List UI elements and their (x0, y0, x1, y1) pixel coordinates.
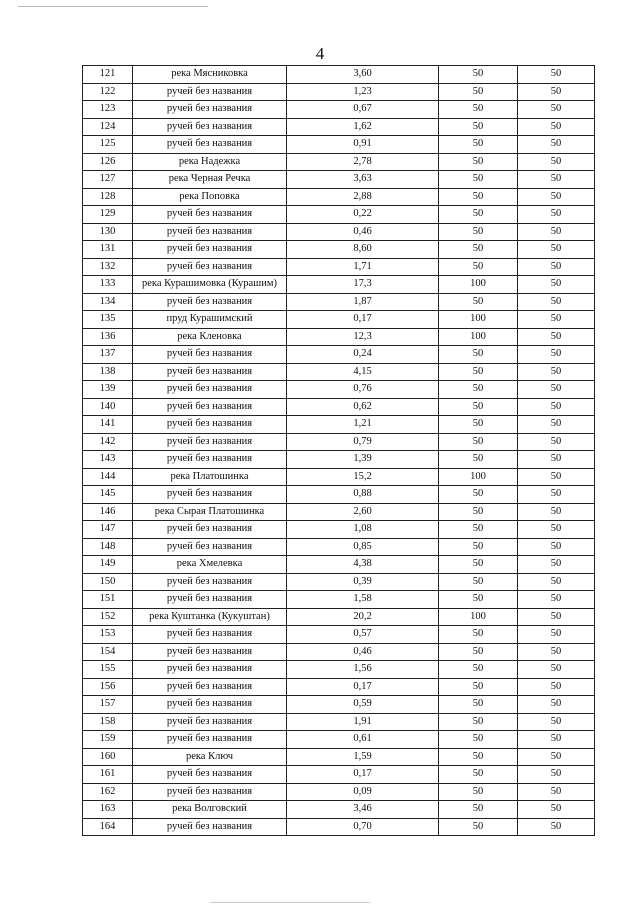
length-cell: 4,15 (287, 363, 439, 381)
zone-b-cell: 50 (518, 66, 595, 84)
length-cell: 0,24 (287, 346, 439, 364)
table-row (83, 556, 595, 574)
row-number-cell: 162 (83, 783, 133, 801)
zone-a-cell: 50 (439, 503, 518, 521)
zone-a-cell: 100 (439, 276, 518, 294)
water-body-name-cell: ручей без названия (133, 223, 287, 241)
table-row (83, 468, 595, 486)
zone-a-cell: 50 (439, 731, 518, 749)
length-cell: 4,38 (287, 556, 439, 574)
water-body-name-cell: река Волговский (133, 801, 287, 819)
zone-a-cell: 50 (439, 153, 518, 171)
row-number-cell: 123 (83, 101, 133, 119)
zone-a-cell: 50 (439, 766, 518, 784)
zone-a-cell: 50 (439, 801, 518, 819)
zone-a-cell: 50 (439, 538, 518, 556)
zone-a-cell: 50 (439, 678, 518, 696)
water-body-name-cell: река Куштанка (Кукуштан) (133, 608, 287, 626)
zone-a-cell: 50 (439, 258, 518, 276)
length-cell: 0,79 (287, 433, 439, 451)
row-number-cell: 128 (83, 188, 133, 206)
water-body-name-cell: ручей без названия (133, 766, 287, 784)
table-row (83, 153, 595, 171)
table-row (83, 363, 595, 381)
length-cell: 8,60 (287, 241, 439, 259)
zone-b-cell: 50 (518, 346, 595, 364)
zone-b-cell: 50 (518, 678, 595, 696)
row-number-cell: 155 (83, 661, 133, 679)
length-cell: 1,87 (287, 293, 439, 311)
table-row (83, 643, 595, 661)
length-cell: 0,46 (287, 223, 439, 241)
table-row (83, 783, 595, 801)
water-body-name-cell: река Надежка (133, 153, 287, 171)
table-row (83, 433, 595, 451)
zone-a-cell: 50 (439, 188, 518, 206)
row-number-cell: 147 (83, 521, 133, 539)
row-number-cell: 152 (83, 608, 133, 626)
row-number-cell: 121 (83, 66, 133, 84)
length-cell: 0,91 (287, 136, 439, 154)
length-cell: 0,59 (287, 696, 439, 714)
zone-b-cell: 50 (518, 118, 595, 136)
table-row (83, 661, 595, 679)
row-number-cell: 142 (83, 433, 133, 451)
row-number-cell: 148 (83, 538, 133, 556)
length-cell: 1,71 (287, 258, 439, 276)
zone-a-cell: 50 (439, 171, 518, 189)
table-row (83, 678, 595, 696)
row-number-cell: 163 (83, 801, 133, 819)
zone-a-cell: 50 (439, 696, 518, 714)
row-number-cell: 139 (83, 381, 133, 399)
table-row (83, 311, 595, 329)
length-cell: 1,59 (287, 748, 439, 766)
row-number-cell: 140 (83, 398, 133, 416)
length-cell: 0,62 (287, 398, 439, 416)
length-cell: 0,67 (287, 101, 439, 119)
zone-b-cell: 50 (518, 783, 595, 801)
water-body-name-cell: река Платошинка (133, 468, 287, 486)
zone-b-cell: 50 (518, 713, 595, 731)
water-body-name-cell: река Кленовка (133, 328, 287, 346)
zone-b-cell: 50 (518, 241, 595, 259)
table-row (83, 538, 595, 556)
zone-b-cell: 50 (518, 661, 595, 679)
table-row (83, 696, 595, 714)
row-number-cell: 134 (83, 293, 133, 311)
row-number-cell: 159 (83, 731, 133, 749)
row-number-cell: 153 (83, 626, 133, 644)
water-body-name-cell: река Поповка (133, 188, 287, 206)
zone-b-cell: 50 (518, 591, 595, 609)
zone-a-cell: 50 (439, 713, 518, 731)
row-number-cell: 122 (83, 83, 133, 101)
water-body-name-cell: ручей без названия (133, 696, 287, 714)
zone-b-cell: 50 (518, 101, 595, 119)
zone-a-cell: 50 (439, 591, 518, 609)
row-number-cell: 138 (83, 363, 133, 381)
row-number-cell: 149 (83, 556, 133, 574)
water-body-name-cell: ручей без названия (133, 591, 287, 609)
length-cell: 17,3 (287, 276, 439, 294)
table-row (83, 766, 595, 784)
zone-b-cell: 50 (518, 573, 595, 591)
water-body-name-cell: ручей без названия (133, 346, 287, 364)
length-cell: 0,17 (287, 311, 439, 329)
zone-b-cell: 50 (518, 643, 595, 661)
zone-a-cell: 50 (439, 223, 518, 241)
length-cell: 2,78 (287, 153, 439, 171)
water-body-name-cell: река Мясниковка (133, 66, 287, 84)
row-number-cell: 130 (83, 223, 133, 241)
row-number-cell: 143 (83, 451, 133, 469)
water-body-name-cell: ручей без названия (133, 363, 287, 381)
table-row (83, 521, 595, 539)
zone-b-cell: 50 (518, 451, 595, 469)
water-body-name-cell: ручей без названия (133, 206, 287, 224)
water-body-name-cell: ручей без названия (133, 451, 287, 469)
table-row (83, 188, 595, 206)
water-body-name-cell: ручей без названия (133, 486, 287, 504)
length-cell: 1,08 (287, 521, 439, 539)
water-body-name-cell: пруд Курашимский (133, 311, 287, 329)
table-row (83, 416, 595, 434)
length-cell: 20,2 (287, 608, 439, 626)
length-cell: 12,3 (287, 328, 439, 346)
zone-b-cell: 50 (518, 696, 595, 714)
row-number-cell: 158 (83, 713, 133, 731)
water-body-name-cell: ручей без названия (133, 136, 287, 154)
zone-a-cell: 50 (439, 486, 518, 504)
zone-a-cell: 100 (439, 328, 518, 346)
zone-a-cell: 50 (439, 118, 518, 136)
row-number-cell: 129 (83, 206, 133, 224)
row-number-cell: 135 (83, 311, 133, 329)
zone-b-cell: 50 (518, 136, 595, 154)
length-cell: 0,61 (287, 731, 439, 749)
zone-a-cell: 50 (439, 573, 518, 591)
zone-a-cell: 50 (439, 626, 518, 644)
length-cell: 1,58 (287, 591, 439, 609)
length-cell: 0,17 (287, 678, 439, 696)
table-row (83, 258, 595, 276)
length-cell: 1,56 (287, 661, 439, 679)
row-number-cell: 137 (83, 346, 133, 364)
table-row (83, 346, 595, 364)
row-number-cell: 141 (83, 416, 133, 434)
water-body-name-cell: ручей без названия (133, 241, 287, 259)
row-number-cell: 161 (83, 766, 133, 784)
row-number-cell: 132 (83, 258, 133, 276)
zone-b-cell: 50 (518, 486, 595, 504)
table-row (83, 398, 595, 416)
zone-a-cell: 50 (439, 643, 518, 661)
water-body-name-cell: ручей без названия (133, 258, 287, 276)
water-body-name-cell: ручей без названия (133, 101, 287, 119)
zone-a-cell: 50 (439, 293, 518, 311)
table-row (83, 206, 595, 224)
water-body-name-cell: река Черная Речка (133, 171, 287, 189)
row-number-cell: 131 (83, 241, 133, 259)
zone-a-cell: 50 (439, 363, 518, 381)
table-row (83, 801, 595, 819)
zone-a-cell: 50 (439, 83, 518, 101)
water-body-name-cell: ручей без названия (133, 713, 287, 731)
zone-a-cell: 50 (439, 241, 518, 259)
zone-b-cell: 50 (518, 608, 595, 626)
length-cell: 0,57 (287, 626, 439, 644)
table-row (83, 818, 595, 836)
zone-a-cell: 50 (439, 556, 518, 574)
row-number-cell: 126 (83, 153, 133, 171)
table-row (83, 171, 595, 189)
zone-b-cell: 50 (518, 818, 595, 836)
table-row (83, 66, 595, 84)
zone-a-cell: 100 (439, 311, 518, 329)
table-row (83, 591, 595, 609)
table-row (83, 731, 595, 749)
zone-a-cell: 50 (439, 451, 518, 469)
zone-a-cell: 50 (439, 66, 518, 84)
water-body-name-cell: ручей без названия (133, 573, 287, 591)
row-number-cell: 156 (83, 678, 133, 696)
zone-b-cell: 50 (518, 188, 595, 206)
row-number-cell: 125 (83, 136, 133, 154)
table-row (83, 118, 595, 136)
zone-a-cell: 50 (439, 783, 518, 801)
length-cell: 0,70 (287, 818, 439, 836)
length-cell: 2,60 (287, 503, 439, 521)
water-body-name-cell: ручей без названия (133, 731, 287, 749)
water-body-name-cell: ручей без названия (133, 661, 287, 679)
row-number-cell: 146 (83, 503, 133, 521)
row-number-cell: 151 (83, 591, 133, 609)
table-row (83, 608, 595, 626)
water-body-name-cell: ручей без названия (133, 783, 287, 801)
water-body-name-cell: ручей без названия (133, 538, 287, 556)
zone-b-cell: 50 (518, 381, 595, 399)
scan-bottom-rule (210, 902, 370, 903)
zone-a-cell: 50 (439, 206, 518, 224)
zone-a-cell: 100 (439, 608, 518, 626)
table-row (83, 626, 595, 644)
zone-b-cell: 50 (518, 766, 595, 784)
length-cell: 1,62 (287, 118, 439, 136)
zone-a-cell: 50 (439, 416, 518, 434)
zone-b-cell: 50 (518, 83, 595, 101)
scan-top-rule (18, 6, 208, 7)
table-row (83, 241, 595, 259)
zone-b-cell: 50 (518, 363, 595, 381)
water-bodies-table (82, 65, 595, 836)
water-body-name-cell: ручей без названия (133, 643, 287, 661)
table-row (83, 101, 595, 119)
table-row (83, 276, 595, 294)
zone-b-cell: 50 (518, 311, 595, 329)
row-number-cell: 164 (83, 818, 133, 836)
zone-b-cell: 50 (518, 626, 595, 644)
table-body (83, 66, 595, 836)
zone-a-cell: 50 (439, 381, 518, 399)
table-row (83, 328, 595, 346)
table-row (83, 573, 595, 591)
table-row (83, 486, 595, 504)
water-body-name-cell: ручей без названия (133, 433, 287, 451)
length-cell: 1,21 (287, 416, 439, 434)
length-cell: 0,46 (287, 643, 439, 661)
water-body-name-cell: река Сырая Платошинка (133, 503, 287, 521)
water-body-name-cell: ручей без названия (133, 398, 287, 416)
zone-a-cell: 50 (439, 398, 518, 416)
water-body-name-cell: ручей без названия (133, 521, 287, 539)
length-cell: 0,39 (287, 573, 439, 591)
row-number-cell: 160 (83, 748, 133, 766)
zone-b-cell: 50 (518, 398, 595, 416)
zone-a-cell: 100 (439, 468, 518, 486)
length-cell: 2,88 (287, 188, 439, 206)
row-number-cell: 145 (83, 486, 133, 504)
row-number-cell: 133 (83, 276, 133, 294)
row-number-cell: 150 (83, 573, 133, 591)
zone-a-cell: 50 (439, 101, 518, 119)
length-cell: 1,23 (287, 83, 439, 101)
zone-b-cell: 50 (518, 258, 595, 276)
table-row (83, 381, 595, 399)
length-cell: 1,91 (287, 713, 439, 731)
water-body-name-cell: река Курашимовка (Курашим) (133, 276, 287, 294)
water-body-name-cell: ручей без названия (133, 678, 287, 696)
length-cell: 15,2 (287, 468, 439, 486)
zone-a-cell: 50 (439, 818, 518, 836)
zone-b-cell: 50 (518, 556, 595, 574)
row-number-cell: 157 (83, 696, 133, 714)
table-row (83, 136, 595, 154)
zone-a-cell: 50 (439, 346, 518, 364)
length-cell: 0,22 (287, 206, 439, 224)
zone-b-cell: 50 (518, 748, 595, 766)
water-body-name-cell: ручей без названия (133, 118, 287, 136)
length-cell: 1,39 (287, 451, 439, 469)
water-body-name-cell: ручей без названия (133, 626, 287, 644)
zone-a-cell: 50 (439, 748, 518, 766)
table-row (83, 83, 595, 101)
page-number: 4 (315, 44, 325, 63)
water-body-name-cell: река Ключ (133, 748, 287, 766)
zone-b-cell: 50 (518, 521, 595, 539)
table-row (83, 223, 595, 241)
water-body-name-cell: ручей без названия (133, 381, 287, 399)
table-row (83, 293, 595, 311)
length-cell: 3,63 (287, 171, 439, 189)
zone-b-cell: 50 (518, 293, 595, 311)
zone-a-cell: 50 (439, 661, 518, 679)
length-cell: 0,09 (287, 783, 439, 801)
water-body-name-cell: ручей без названия (133, 416, 287, 434)
row-number-cell: 144 (83, 468, 133, 486)
zone-b-cell: 50 (518, 538, 595, 556)
table-row (83, 748, 595, 766)
length-cell: 3,46 (287, 801, 439, 819)
water-body-name-cell: ручей без названия (133, 818, 287, 836)
row-number-cell: 154 (83, 643, 133, 661)
row-number-cell: 124 (83, 118, 133, 136)
zone-b-cell: 50 (518, 328, 595, 346)
table-row (83, 451, 595, 469)
water-body-name-cell: ручей без названия (133, 293, 287, 311)
length-cell: 0,76 (287, 381, 439, 399)
length-cell: 3,60 (287, 66, 439, 84)
water-body-name-cell: река Хмелевка (133, 556, 287, 574)
zone-b-cell: 50 (518, 731, 595, 749)
zone-b-cell: 50 (518, 223, 595, 241)
zone-b-cell: 50 (518, 171, 595, 189)
length-cell: 0,85 (287, 538, 439, 556)
zone-a-cell: 50 (439, 136, 518, 154)
zone-a-cell: 50 (439, 521, 518, 539)
row-number-cell: 136 (83, 328, 133, 346)
table-row (83, 713, 595, 731)
length-cell: 0,88 (287, 486, 439, 504)
length-cell: 0,17 (287, 766, 439, 784)
zone-b-cell: 50 (518, 153, 595, 171)
row-number-cell: 127 (83, 171, 133, 189)
zone-b-cell: 50 (518, 468, 595, 486)
zone-b-cell: 50 (518, 416, 595, 434)
table-row (83, 503, 595, 521)
zone-b-cell: 50 (518, 801, 595, 819)
zone-b-cell: 50 (518, 276, 595, 294)
zone-a-cell: 50 (439, 433, 518, 451)
zone-b-cell: 50 (518, 503, 595, 521)
zone-b-cell: 50 (518, 433, 595, 451)
zone-b-cell: 50 (518, 206, 595, 224)
water-body-name-cell: ручей без названия (133, 83, 287, 101)
